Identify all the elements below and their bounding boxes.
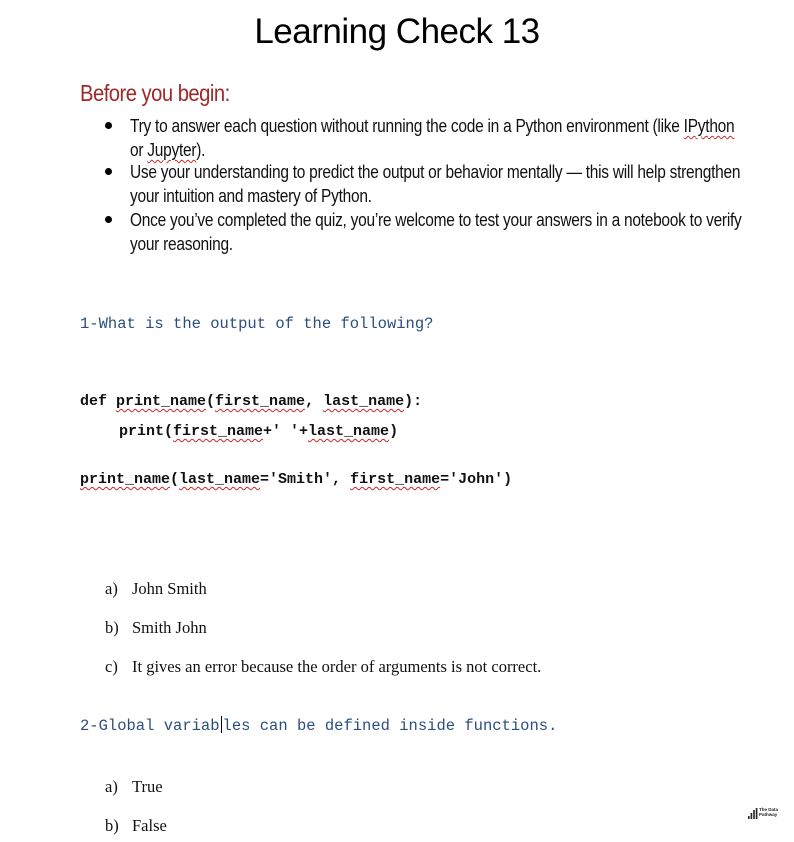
bullet-icon bbox=[105, 168, 112, 175]
bar-chart-icon bbox=[748, 808, 758, 820]
question-1-prompt: 1-What is the output of the following? bbox=[80, 315, 434, 333]
the-data-pathway-logo: The Data Pathway bbox=[748, 806, 788, 822]
spellcheck-word: Jupyter bbox=[147, 140, 197, 160]
question-2-prompt[interactable]: 2-Global variab les can be defined inside functions. bbox=[80, 717, 558, 735]
text-cursor bbox=[221, 716, 222, 733]
before-you-begin-heading: Before you begin: bbox=[80, 80, 230, 106]
bullet-icon bbox=[105, 122, 112, 129]
q1-option-b: b) Smith John bbox=[105, 618, 207, 637]
q2-option-b: b) False bbox=[105, 816, 167, 835]
q1-option-a: a) John Smith bbox=[105, 579, 207, 598]
spellcheck-word: IPython bbox=[683, 116, 735, 136]
document-title: Learning Check 13 bbox=[254, 12, 540, 51]
code-line-def: def print_name(first_name, last_name): bbox=[80, 393, 423, 410]
bullet-icon bbox=[105, 216, 112, 223]
q1-option-c: c) It gives an error because the order of arguments is not correct. bbox=[105, 657, 542, 676]
code-line-call: print_name(last_name='Smith', first_name='John') bbox=[80, 471, 513, 488]
q2-option-a: a) True bbox=[105, 777, 163, 796]
code-line-print: print(first_name+' '+last_name) bbox=[119, 423, 399, 440]
